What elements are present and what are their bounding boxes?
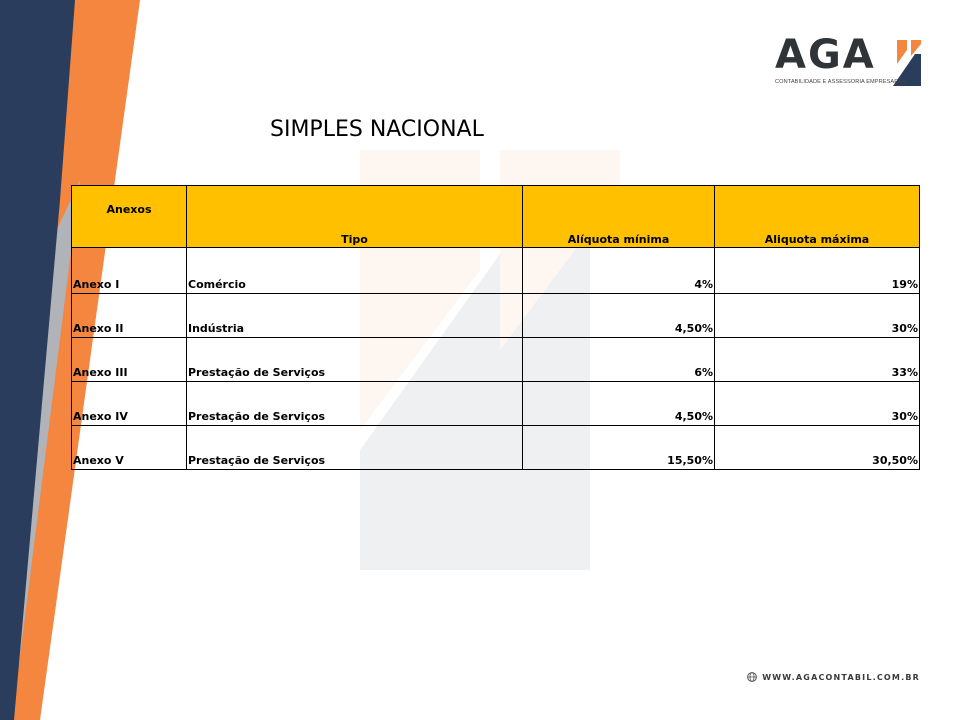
logo-subtitle: CONTABILIDADE E ASSESSORIA EMPRESARIAL <box>775 79 908 85</box>
header-aliquota-minima: Alíquota mínima <box>523 186 715 248</box>
cell-anexo: Anexo II <box>72 294 187 338</box>
cell-aliquota-maxima: 30% <box>715 294 920 338</box>
cell-tipo: Prestação de Serviços <box>187 426 523 470</box>
header-tipo: Tipo <box>187 186 523 248</box>
globe-icon <box>747 672 757 682</box>
cell-tipo: Indústria <box>187 294 523 338</box>
header-aliquota-maxima: Aliquota máxima <box>715 186 920 248</box>
cell-anexo: Anexo I <box>72 248 187 294</box>
cell-anexo: Anexo III <box>72 338 187 382</box>
cell-aliquota-minima: 4,50% <box>523 382 715 426</box>
cell-aliquota-maxima: 33% <box>715 338 920 382</box>
cell-tipo: Comércio <box>187 248 523 294</box>
simples-nacional-table <box>71 185 920 470</box>
table-row <box>72 382 920 426</box>
cell-anexo: Anexo IV <box>72 382 187 426</box>
cell-aliquota-maxima: 30% <box>715 382 920 426</box>
table-row <box>72 248 920 294</box>
website-url[interactable]: WWW.AGACONTABIL.COM.BR <box>762 672 920 682</box>
company-logo <box>775 32 925 88</box>
cell-aliquota-maxima: 30,50% <box>715 426 920 470</box>
cell-aliquota-minima: 15,50% <box>523 426 715 470</box>
cell-aliquota-minima: 4% <box>523 248 715 294</box>
table-row <box>72 338 920 382</box>
header-anexos: Anexos <box>72 186 187 248</box>
cell-aliquota-minima: 4,50% <box>523 294 715 338</box>
cell-aliquota-maxima: 19% <box>715 248 920 294</box>
page-title: SIMPLES NACIONAL <box>270 117 484 142</box>
cell-tipo: Prestação de Serviços <box>187 382 523 426</box>
footer <box>747 671 920 683</box>
table-header-row <box>72 186 920 248</box>
cell-anexo: Anexo V <box>72 426 187 470</box>
cell-tipo: Prestação de Serviços <box>187 338 523 382</box>
logo-text: AGA <box>775 32 876 78</box>
table-row <box>72 294 920 338</box>
table-row <box>72 426 920 470</box>
cell-aliquota-minima: 6% <box>523 338 715 382</box>
